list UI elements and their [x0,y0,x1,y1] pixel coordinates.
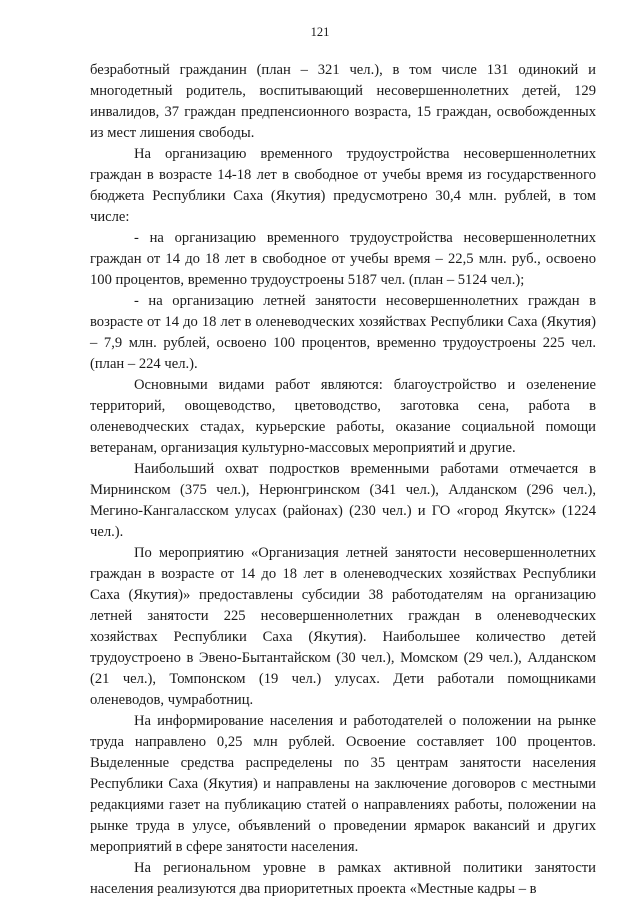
paragraph-8: На информирование населения и работодателей о положении на рынке труда направлено 0,25 млн рублей. Освоение составляет 100 процентов. Выделенные средства распределены по 35 центрам занятости населения Республики Саха (Якутия) и направлены на заключение договоров с местными редакциями газет на публикацию статей о направлениях работы, положении на рынке труда в улусе, объявлений о проведении ярмарок вакансий и других мероприятий в сфере занятости населения. [90,713,596,855]
paragraph-6: Наибольший охват подростков временными работами отмечается в Мирнинском (375 чел.), Нерюнгринском (341 чел.), Алданском (296 чел.), Мегино-Кангаласском улусах (районах) (230 чел.) и ГО «город Якутск» (1224 чел.). [90,461,596,540]
paragraph-3: - на организацию временного трудоустройства несовершеннолетних граждан от 14 до 18 лет в свободное от учебы время – 22,5 млн. руб., освоено 100 процентов, временно трудоустроены 5187 чел. (план – 5124 чел.); [90,230,596,288]
paragraph-9: На региональном уровне в рамках активной политики занятости населения реализуются два приоритетных проекта «Местные кадры – в [90,860,596,897]
page-number: 121 [310,25,330,39]
page-body [90,60,596,900]
paragraph-5: Основными видами работ являются: благоустройство и озеленение территорий, овощеводство, цветоводство, заготовка сена, работа в оленеводческих стадах, курьерские работы, оказание социальной помощи ветеранам, организация культурно-массовых мероприятий и другие. [90,377,596,456]
paragraph-1: безработный гражданин (план – 321 чел.), в том числе 131 одинокий и многодетный родитель, воспитывающий несовершеннолетних детей, 129 инвалидов, 37 граждан предпенсионного возраста, 15 граждан, освобожденных из мест лишения свободы. [90,62,596,141]
paragraph-4: - на организацию летней занятости несовершеннолетних граждан в возрасте от 14 до 18 лет в оленеводческих хозяйствах Республики Саха (Якутия) – 7,9 млн. рублей, освоено 100 процентов, временно трудоустроены 225 чел. (план – 224 чел.). [90,293,596,372]
paragraph-7: По мероприятию «Организация летней занятости несовершеннолетних граждан в возрасте от 14 до 18 лет в оленеводческих хозяйствах Республики Саха (Якутия)» предоставлены субсидии 38 работодателям на организацию летней занятости 225 несовершеннолетних граждан в оленеводческих хозяйствах Республики Саха (Якутия). Наибольшее количество детей трудоустроено в Эвено-Бытантайском (30 чел.), Момском (29 чел.), Алданском (21 чел.), Томпонском (19 чел.) улусах. Дети работали помощниками оленеводов, чумработниц. [90,545,596,708]
paragraph-2: На организацию временного трудоустройства несовершеннолетних граждан в возрасте 14-18 лет в свободное от учебы время из государственного бюджета Республики Саха (Якутия) предусмотрено 30,4 млн. рублей, в том числе: [90,146,596,225]
